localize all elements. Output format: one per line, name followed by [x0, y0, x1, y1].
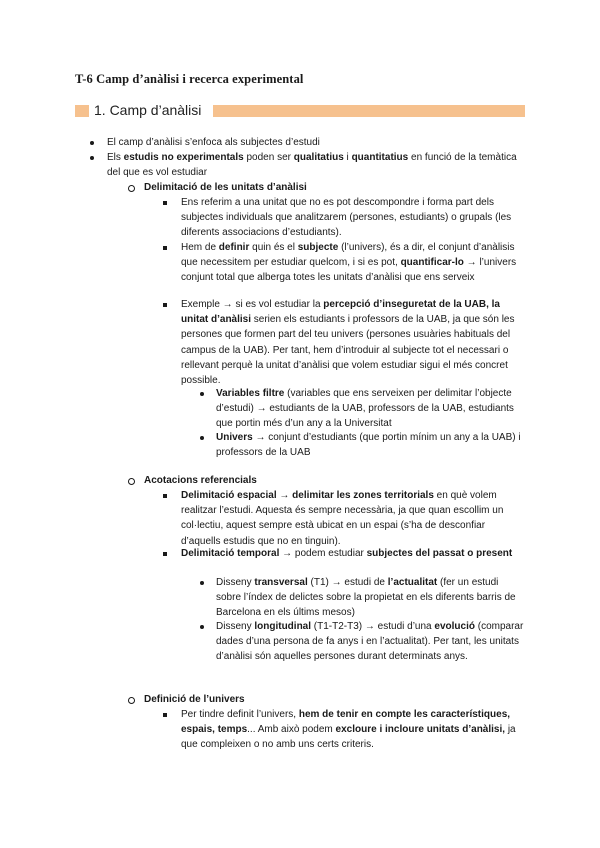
bullet-circle-icon: [128, 478, 135, 485]
bullet-dot-icon: [90, 141, 94, 145]
bullet-circle-icon: [128, 185, 135, 192]
bullet-dot-icon: [200, 392, 204, 396]
heading-highlight-right: [213, 105, 525, 117]
bullet-square-icon: [163, 246, 167, 250]
bullet-circle-icon: [128, 697, 135, 704]
bullet-dot-icon: [90, 156, 94, 160]
bullet-square-icon: [163, 552, 167, 556]
bullet-dot-icon: [200, 581, 204, 585]
bullet-square-icon: [163, 713, 167, 717]
bullet-square-icon: [163, 201, 167, 205]
section-heading-label: 1. Camp d’anàlisi: [94, 102, 202, 118]
heading-highlight-left: [75, 105, 89, 117]
bullet-dot-icon: [200, 436, 204, 440]
bullet-dot-icon: [200, 625, 204, 629]
bullet-square-icon: [163, 494, 167, 498]
document-title: T-6 Camp d’anàlisi i recerca experimental: [75, 72, 304, 86]
section-heading: [75, 102, 525, 120]
bullet-square-icon: [163, 303, 167, 307]
